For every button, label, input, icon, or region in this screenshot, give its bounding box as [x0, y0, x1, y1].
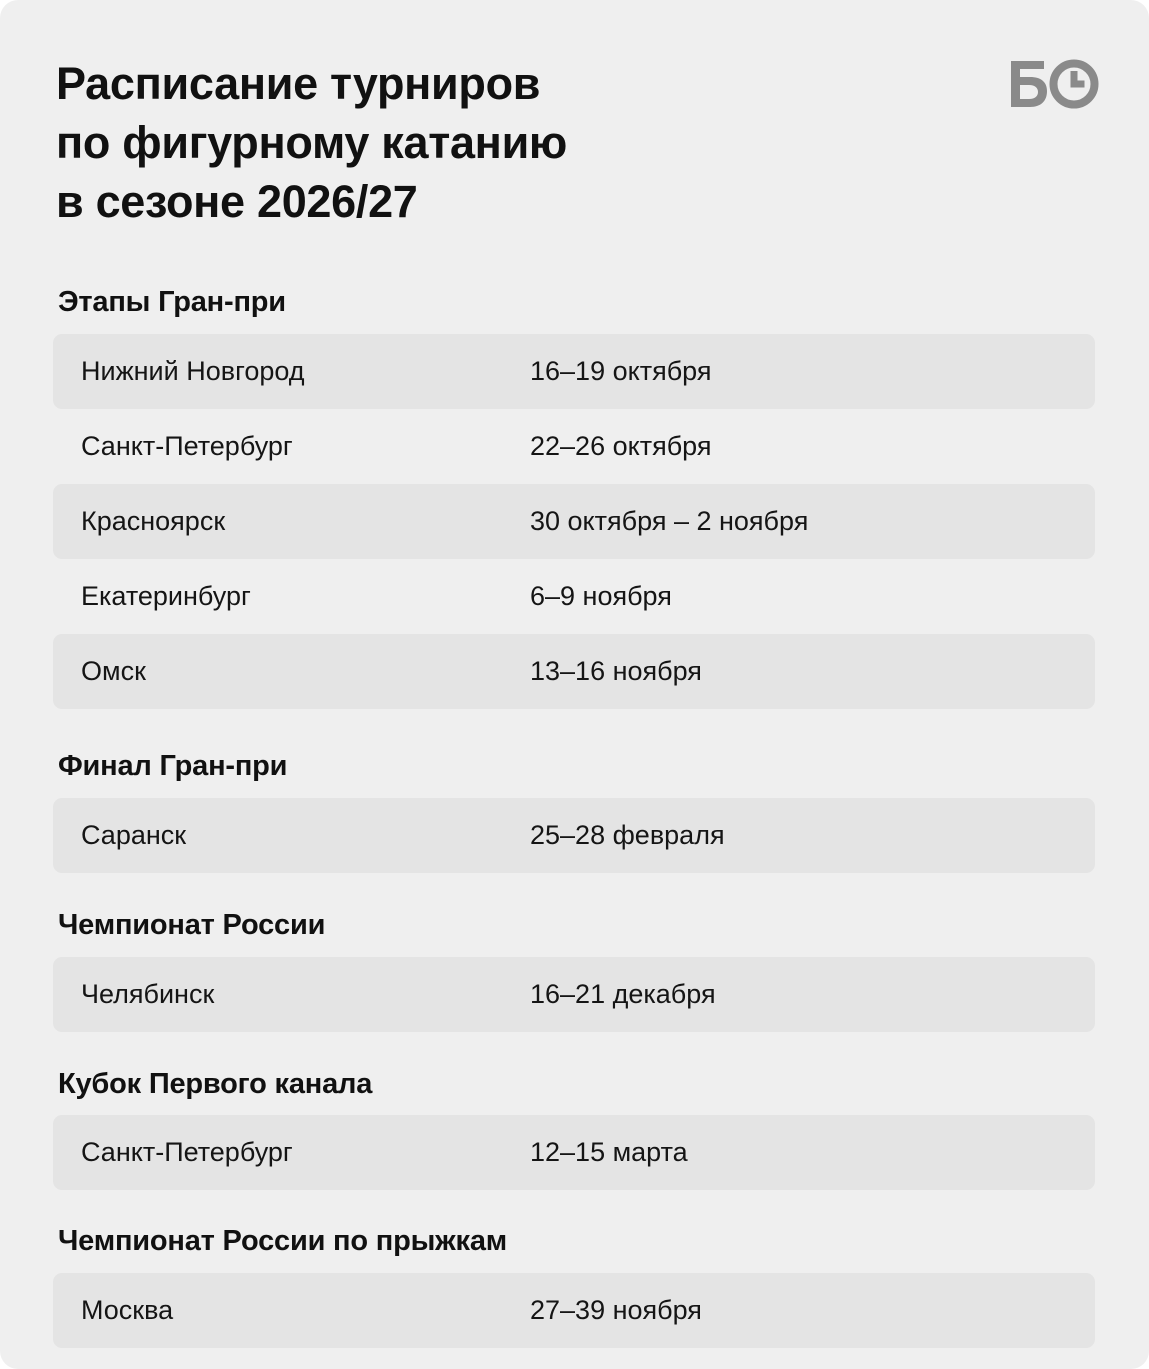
row-city: Санкт-Петербург	[81, 1137, 293, 1167]
row-city: Екатеринбург	[81, 581, 251, 611]
row-dates: 25–28 февраля	[530, 820, 725, 850]
section-heading-grand-prix-final: Финал Гран-при	[58, 750, 288, 782]
table-row	[53, 484, 1095, 559]
section-heading-grand-prix-stages: Этапы Гран-при	[58, 286, 286, 318]
clock-o-icon	[1054, 64, 1095, 105]
row-dates: 6–9 ноября	[530, 581, 672, 611]
page-title	[56, 54, 856, 231]
table-row	[53, 957, 1095, 1032]
table-row	[53, 409, 1095, 484]
row-dates: 16–21 декабря	[530, 979, 716, 1009]
title-line-1: Расписание турниров	[56, 58, 541, 109]
row-dates: 27–39 ноября	[530, 1295, 702, 1325]
section-heading-jumping-championship: Чемпионат России по прыжкам	[58, 1225, 507, 1257]
row-city: Красноярск	[81, 506, 226, 536]
row-city: Нижний Новгород	[81, 356, 305, 386]
row-city: Челябинск	[81, 979, 215, 1009]
row-city: Омск	[81, 656, 146, 686]
title-line-3: в сезоне 2026/27	[56, 176, 418, 227]
row-dates: 30 октября – 2 ноября	[530, 506, 809, 536]
row-dates: 16–19 октября	[530, 356, 712, 386]
row-dates: 22–26 октября	[530, 431, 712, 461]
row-city: Саранск	[81, 820, 187, 850]
table-row	[53, 798, 1095, 873]
bo-logo	[1008, 58, 1100, 110]
section-heading-russian-championship: Чемпионат России	[58, 909, 326, 941]
row-dates: 12–15 марта	[530, 1137, 688, 1167]
row-city: Москва	[81, 1295, 174, 1325]
table-row	[53, 559, 1095, 634]
row-city: Санкт-Петербург	[81, 431, 293, 461]
table-row	[53, 1273, 1095, 1348]
table-row	[53, 634, 1095, 709]
logo-letter-b	[1011, 61, 1047, 107]
table-row	[53, 334, 1095, 409]
section-heading-channel-one-cup: Кубок Первого канала	[58, 1068, 373, 1100]
row-dates: 13–16 ноября	[530, 656, 702, 686]
table-row	[53, 1115, 1095, 1190]
title-line-2: по фигурному катанию	[56, 117, 568, 168]
